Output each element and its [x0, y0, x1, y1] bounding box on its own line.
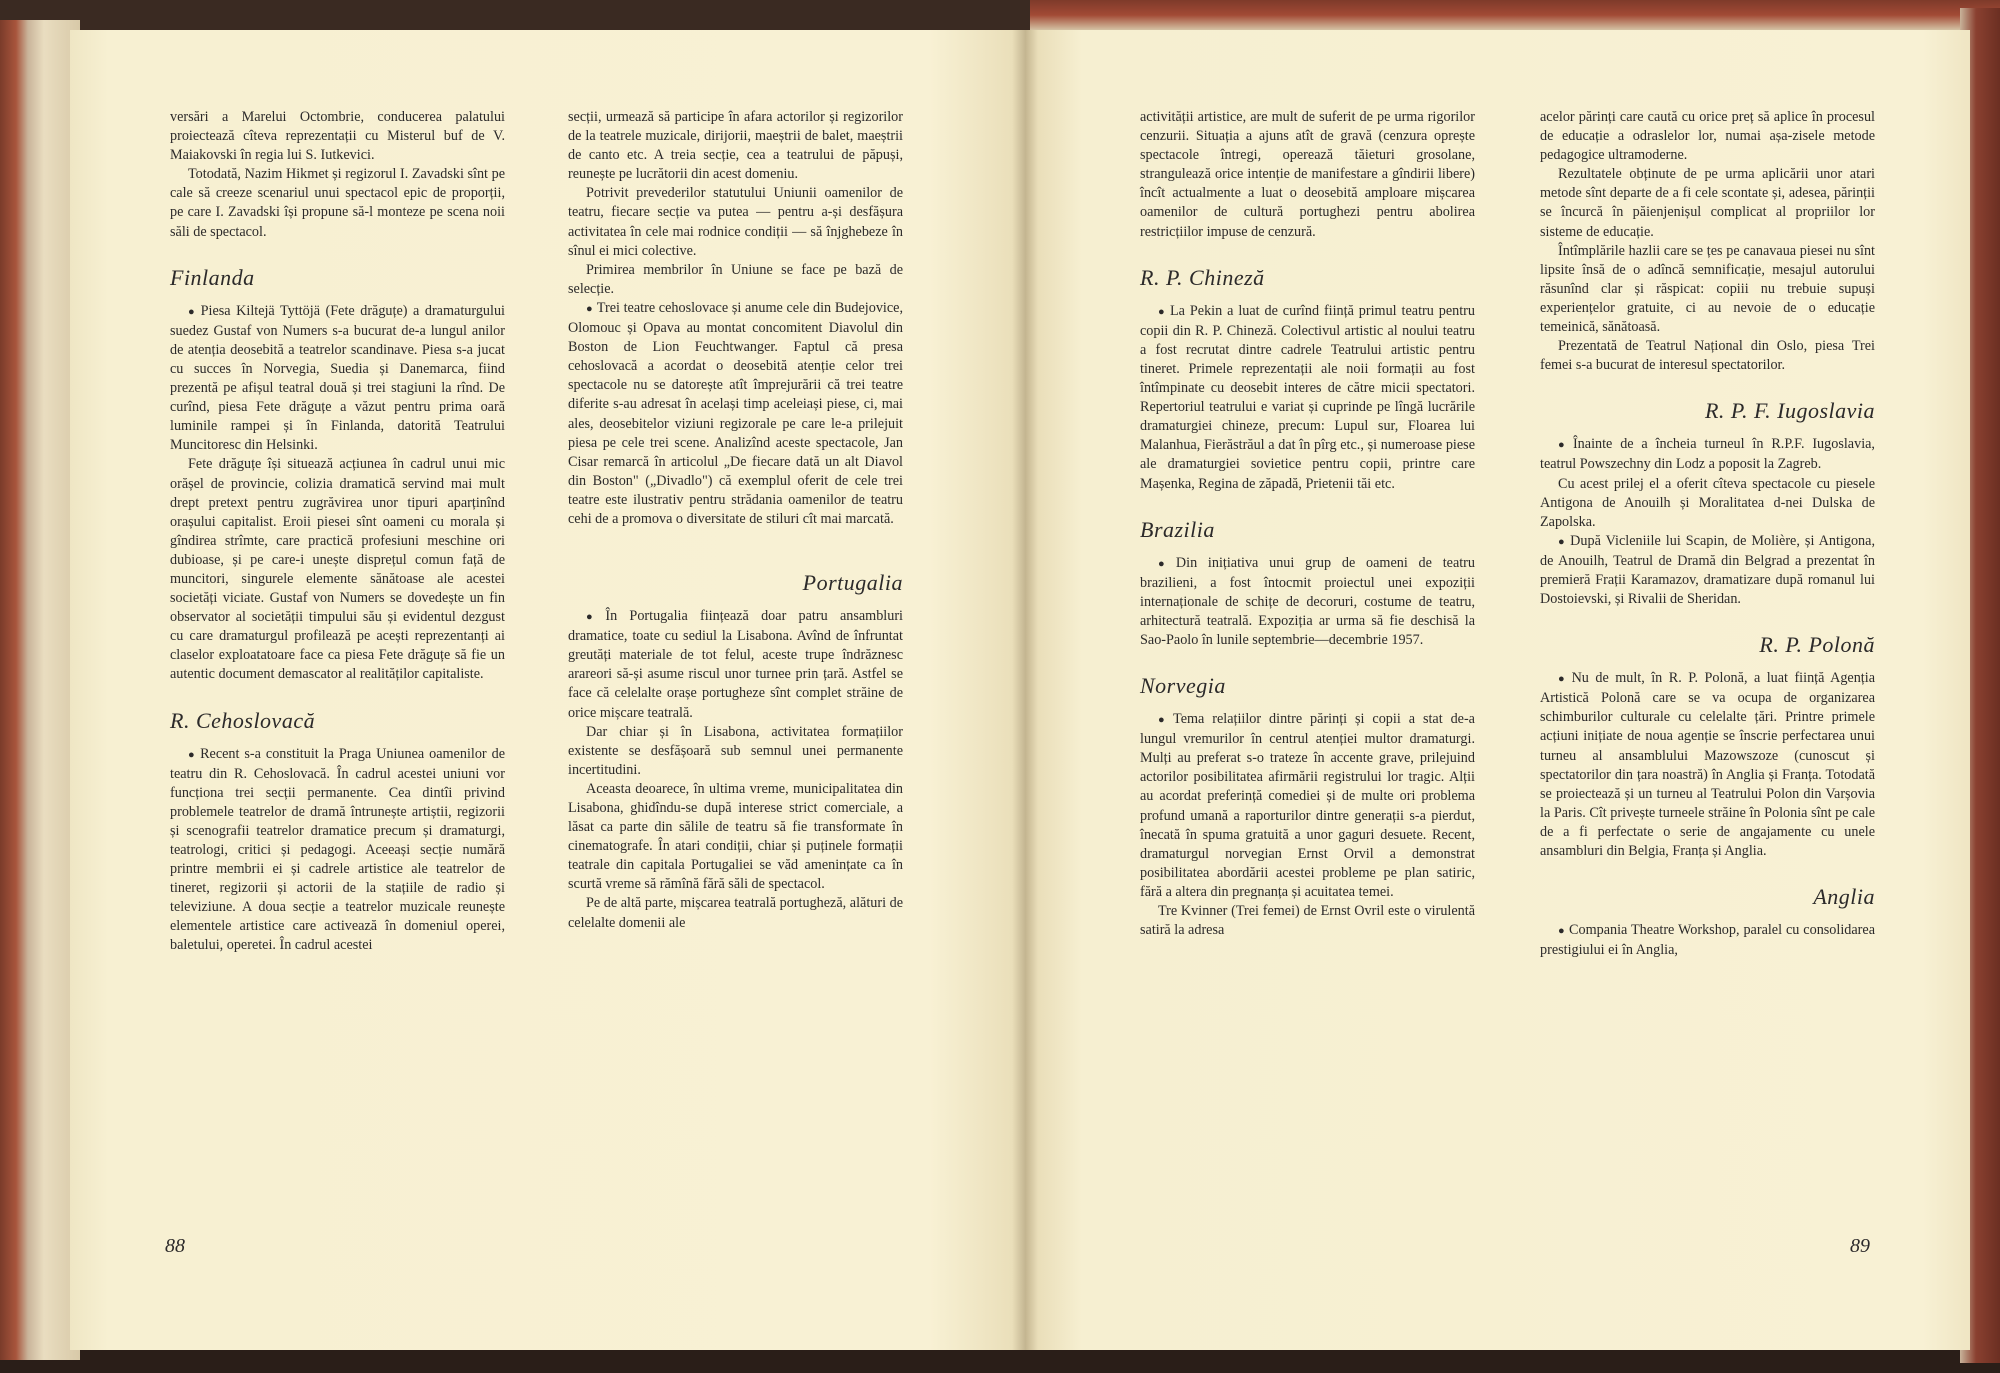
column-3 [1140, 108, 1475, 940]
section-heading-brazilia: Brazilia [1140, 516, 1215, 542]
bullet-icon: ● [1158, 557, 1172, 570]
paragraph: Fete drăguțe își situează acțiunea în cadrul unui mic orășel de provincie, coliziа dramatică servind mai mult drept pretext pentru zugrăvirea unor tipuri aparținînd orașului capitalist. Eroii piesei sînt oameni cu morala și gîndirea strîmte, care practică profesiuni meschine ori dubioase, și pe care-i unește disprețul comun față de muncitori, singurele elemente sănătoase ale acestei societăți viciate. Gustaf von Numers se dovedește un fin observator al societății timpului său și evidentul dezgust cu care dramaturgul profilează pe acești reprezentanți ai claselor exploatatoare face ca piesa Fete drăguțe să fie un autentic document demascator al realităților capitaliste. [170, 456, 505, 683]
bullet-icon: ● [1558, 925, 1566, 938]
page-number-left: 88 [165, 1235, 185, 1257]
bullet-icon: ● [188, 748, 197, 761]
paragraph: Întîmplările hazlii care se țes pe canavaua piesei nu sînt lipsite însă de o adîncă semnificație, mesajul autorului răsunînd clar și răspicat: copiii nu trebuie supuși experiențelor gratuite, ci au nevoie de o educație temeinică, sănătoasă. [1540, 242, 1875, 336]
section-heading-anglia: Anglia [1813, 884, 1875, 910]
section-heading-polonia: R. P. Polonă [1759, 632, 1875, 658]
paragraph: Primirea membrilor în Uniune se face pe bază de selecție. [568, 261, 903, 297]
paragraph: ● Compania Theatre Workshop, paralel cu consolidarea prestigiului ei în Anglia, [1540, 922, 1875, 959]
bullet-icon: ● [1558, 439, 1569, 452]
section-heading-iugoslavia: R. P. F. Iugoslavia [1704, 398, 1875, 424]
paragraph: Pe de altă parte, mișcarea teatrală portugheză, alături de celelalte domenii ale [568, 895, 903, 931]
book-gutter [1012, 30, 1038, 1350]
paragraph: ● Recent s-a constituit la Praga Uniunea oamenilor de teatru din R. Cehoslovacă. În cadrul acestei uniuni vor funcționa trei secții permanente. Cea dintîi privind problemele teatrelor de dramă întrunește artiștii, regizorii și scenografii teatrelor dramatice precum și dramaturgi, teatrologi, critici și pedagogi. Aceeași secție numără printre membrii ei și cadrele artistice ale teatrelor de tineret, regizorii și actorii de la stațiile de radio și televiziune. A doua secție a teatrelor muzicale reunește elementele artistice care activează în domeniul operei, baletului, operetei. În cadrul acestei [170, 745, 505, 954]
paragraph: Cu acest prilej el a oferit cîteva spectacole cu piesele Antigona de Anouilh și Moralitatea d-nei Dulska de Zapolska. [1540, 475, 1875, 530]
paragraph: Prezentată de Teatrul Național din Oslo, piesa Trei femei s-a bucurat de interesul spectatorilor. [1540, 338, 1875, 374]
paragraph: versări a Marelui Octombrie, conducerea palatului proiectează cîteva reprezentații cu Misterul buf de V. Maiakovski în regia lui S. Iutkevici. [170, 109, 505, 164]
bullet-icon: ● [1158, 714, 1170, 727]
section-heading-finlanda: Finlanda [170, 264, 255, 290]
paragraph: Rezultatele obținute de pe urma aplicării unor atari metode sînt departe de a fi cele scontate și, adesea, părinții se încurcă în păienjenișul complicat al propriilor lor sisteme de educație. [1540, 166, 1875, 240]
bullet-icon: ● [1558, 535, 1567, 548]
bullet-icon: ● [586, 611, 602, 624]
left-cover-edge [0, 20, 80, 1360]
paragraph: ● Tema relațiilor dintre părinți și copii a stat de-a lungul vremurilor în centrul atenției multor dramaturgi. Mulți au preferat s-o trateze în accente grave, prilejuind actorilor posibilitatea afirmării registrului lor tragic. Alții au acordat preferință comediei și de multe ori problema profund umană a raporturilor dintre generații s-a pierdut, înecată în spuma gratuită a unor gaguri desuete. Recent, dramaturgul norvegian Ernst Orvil a demonstrat posibilitatea abordării acestei probleme pe plan satiric, fără a altera din pregnanța și acuitatea temei. [1140, 711, 1475, 900]
paragraph: ● Trei teatre cehoslovace și anume cele din Budejovice, Olomouc și Opava au montat concomitent Diavolul din Boston de Lion Feuchtwanger. Faptul că presa cehoslovacă a acordat o deosebită atenție celor trei spectacole nu se datorește atît împrejurării că trei teatre diferite s-au adresat în același timp aceleiași piese, ci, mai ales, deosebitelor viziuni regizorale pe care le-a prilejuit piesa pe cele trei scene. Analizînd aceste spectacole, Jan Cisar remarcă în articolul „De fiecare dată un alt Diavol din Boston" („Divadlo") că exemplul oferit de cele trei teatre este ilustrativ pentru strădania oamenilor de teatru cehi de a promova o diversitate de stiluri cît mai marcată. [568, 299, 903, 527]
section-heading-portugalia: Portugalia [802, 570, 903, 596]
paragraph: Aceasta deoarece, în ultima vreme, municipalitatea din Lisabona, ghidîndu-se după interese strict comerciale, a lăsat ca parte din sălile de teatru să fie transformate în cinematografe. În atari condiții, chiar și puținele formații teatrale din capitala Portugaliei se văd amenințate ca în scurtă vreme să rămînă fără săli de spectacol. [568, 780, 903, 893]
column-4 [1540, 108, 1875, 960]
paragraph: ● Înainte de a încheia turneul în R.P.F. Iugoslavia, teatrul Powszechny din Lodz a poposit la Zagreb. [1540, 436, 1875, 473]
section-heading-china: R. P. Chineză [1140, 264, 1265, 290]
paragraph: acelor părinți care caută cu orice preț să aplice în procesul de educație a odraslelor lor, numai așa-zisele metode pedagogice ultramoderne. [1540, 109, 1875, 164]
paragraph: ● Piesa Kiltejä Tyttöjä (Fete drăguțe) a dramaturgului suedez Gustaf von Numers s-a bucurat de-a lungul anilor de atenția deosebită a teatrelor scandinave. Piesa s-a jucat cu succes în Norvegia, Suedia și Danemarca, fiind prezentă pe afișul teatral două și trei stagiuni la rînd. De curînd, piesa Fete drăguțe a văzut pentru prima oară luminile rampei și în Finlanda, datorită Teatrului Muncitoresc din Helsinki. [170, 302, 505, 454]
paragraph: ● În Portugalia ființează doar patru ansambluri dramatice, toate cu sediul la Lisabona. Avînd de înfruntat greutăți materiale de tot felul, aceste trupe îndrăznesc arareori să-și asume riscul unor turnee prin țară. Astfel se face că celelalte orașe portugheze sînt complet străine de orice mișcare teatrală. [568, 608, 903, 721]
paragraph: Totodată, Nazim Hikmet și regizorul I. Zavadski sînt pe cale să creeze scenariul unui spectacol epic de proporții, pe care I. Zavadski își propune să-l monteze pe scena noii săli de spectacol. [170, 166, 505, 240]
paragraph: ● Nu de mult, în R. P. Polonă, a luat ființă Agenția Artistică Polonă care se va ocupa de organizarea schimburilor culturale cu celelalte țări. Printre primele acțiuni inițiate de noua agenție se înscrie perfectarea unui turneu al ansamblului Mazowszoze (cunoscut și spectatorilor din țara noastră) în Anglia și Franța. Totodată se proiectează și un turneu al Teatrului Polon din Varșovia la Paris. Cît privește turneele străine în Polonia sînt pe cale de a fi perfectate o serie de angajamente cu unele ansambluri din Belgia, Franța și Anglia. [1540, 670, 1875, 859]
column-1 [170, 108, 505, 956]
top-cover-edge [1030, 0, 2000, 30]
bullet-icon: ● [1558, 673, 1568, 686]
section-heading-norvegia: Norvegia [1140, 673, 1226, 699]
paragraph: Dar chiar și în Lisabona, activitatea formațiilor existente se desfășoară sub semnul unei permanente incertitudini. [568, 723, 903, 778]
paragraph: ● La Pekin a luat de curînd ființă primul teatru pentru copii din R. P. Chineză. Colectivul artistic al noului teatru a fost recrutat dintre cadrele Teatrului artistic pentru tineret. Primele reprezentații ale noii formații au fost întîmpinate cu deosebit interes de către micii spectatori. Repertoriul teatrului e variat și cuprinde pe lîngă lucrările dramaturgiei chineze, precum: Lupul sur, Floarea lui Malanhua, Fierăstrăul a dat în pîrg etc., și numeroase piese ale dramaturgiei sovietice pentru copii, printre care Mașenka, Regina de zăpadă, Prietenii tăi etc. [1140, 302, 1475, 492]
paragraph: ● Din inițiativa unui grup de oameni de teatru brazilieni, a fost întocmit proiectul unei expoziții internaționale de schițe de decoruri, costume de teatru, arhitectură teatrală. Expoziția ar urma să fie deschisă la Sao-Paolo în lunile septembrie—decembrie 1957. [1140, 554, 1475, 648]
bullet-icon: ● [1158, 305, 1167, 318]
column-2 [568, 108, 903, 933]
paragraph: secții, urmează să participe în afara actorilor și regizorilor de la teatrele muzicale, dirijorii, maeștrii de balet, maeștrii de canto etc. A treia secție, cea a teatrului de păpuși, reunește pe lucrătorii din acest domeniu. [568, 109, 903, 183]
bullet-icon: ● [586, 302, 593, 315]
paragraph: ● După Vicleniile lui Scapin, de Molière, și Antigona, de Anouilh, Teatrul de Dramă din Belgrad a prezentat în premieră Frații Karamazov, dramatizare după romanul lui Dostoievski, și Rivalii de Sheridan. [1540, 532, 1875, 608]
section-heading-cehoslovacia: R. Cehoslovacă [170, 707, 316, 733]
bullet-icon: ● [188, 305, 197, 318]
paragraph: Potrivit prevederilor statutului Uniunii oamenilor de teatru, fiecare secție va putea — pentru a-și desfășura activitatea în cele mai rodnice condiții — să înjghebeze în sînul ei mici colective. [568, 185, 903, 259]
page-number-right: 89 [1850, 1235, 1870, 1257]
paragraph: activității artistice, are mult de suferit de pe urma rigorilor cenzurii. Situația a ajuns atît de gravă (cenzura oprește spectacole întregi, operează tăieturi grosolane, strangulează orice intenție de manifestare a gîndirii libere) încît actualmente a luat o deosebită amploare mișcarea oamenilor de cultură portughezi pentru abolirea restricțiilor impuse de cenzură. [1140, 109, 1475, 240]
paragraph: Tre Kvinner (Trei femei) de Ernst Ovril este o virulentă satiră la adresa [1140, 903, 1475, 939]
